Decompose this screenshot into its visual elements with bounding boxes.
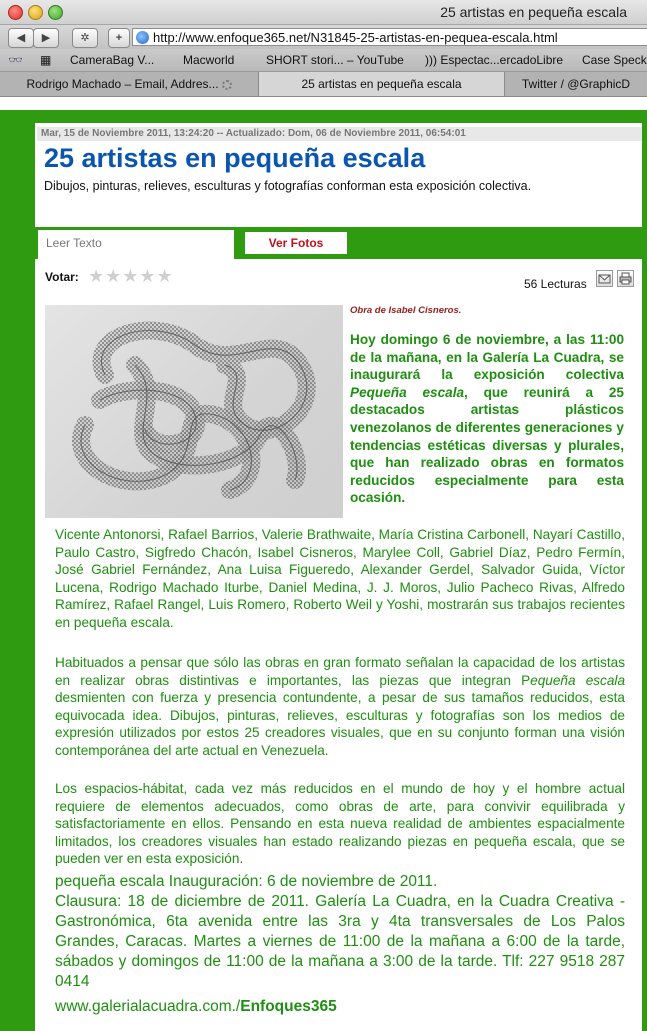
page-subtitle: Dibujos, pinturas, relieves, esculturas y fotografías conforman esta exposición colectiva. (44, 179, 532, 193)
gallery-link[interactable] (55, 997, 625, 1017)
image-caption: Obra de Isabel Cisneros. (350, 305, 462, 316)
tab-label: 25 artistas en pequeña escala (301, 77, 462, 91)
para2-text-a: Habituados a pensar que sólo las obras en gran formato señalan la capacidad de los artistas en realizar obras distintivas e importantes, las piezas que integran P (55, 655, 625, 688)
print-icon[interactable] (617, 270, 634, 287)
para2-text-b: desmienten con fuerza y presencia contundente, a pesar de sus tamaños reducidos, esta equivocada idea. Dibujos, pinturas, relieves, esculturas y fotografías son los medios de expresión utilizados por estos 25 creadores visuales, que en su conjunto forman una visión contemporánea del arte actual en Venezuela. (55, 690, 625, 758)
lead-text-a: Hoy domingo 6 de noviembre, a las 11:00 de la mañana, en la Galería La Cuadra, se inaugurará la exposición colectiva (350, 332, 624, 383)
lead-emphasis: Pequeña escala (350, 384, 465, 400)
back-button[interactable]: ◀ (8, 28, 34, 48)
email-icon[interactable] (596, 270, 613, 287)
forward-button[interactable]: ▶ (33, 28, 59, 48)
url-text: http://www.enfoque365.net/N31845-25-artistas-en-pequea-escala.html (153, 30, 558, 45)
minimize-window-button[interactable] (28, 5, 43, 20)
apps-grid-icon[interactable]: ▦ (40, 53, 52, 67)
bookmark-camerabag[interactable]: CameraBag V... (70, 53, 155, 67)
artists-paragraph: Vicente Antonorsi, Rafael Barrios, Valerie Brathwaite, María Cristina Carbonell, Nayarí Castillo, Paulo Castro, Sigfredo Chacón, Isabel Cisneros, Marylee Coll, Gabriel Díaz, Pedro Fermín, José Gabriel Fernández, Ana Luisa Figueredo, Alexander Gerdel, Salvador Guida, Víctor Lucena, Rodrigo Machado Iturbe, Daniel Medina, J. J. Moros, Julio Pacheco Rivas, Alfredo Ramírez, Rafael Rangel, Luis Romero, Roberto Weil y Yoshi, mostrarán sus trabajos recientes en pequeña escala. (55, 527, 625, 630)
tab-label: Rodrigo Machado – Email, Addres... (26, 77, 219, 91)
window-title: 25 artistas en pequeña escala (440, 4, 627, 20)
lead-text-b: , que reunirá a 25 destacados artistas plásticos venezolanos de diferentes generaciones y tendencias estéticas diversas y plurales, que han realizado obras en formatos reducidos especialmente para esta ocasión. (350, 384, 624, 506)
url-field[interactable] (132, 28, 647, 46)
tab-ver-fotos[interactable]: Ver Fotos (245, 232, 347, 254)
right-green-border (642, 123, 647, 1031)
add-bookmark-button[interactable]: + (108, 28, 130, 48)
bookmark-mercadolibre[interactable]: ))) Espectac...ercadoLibre (425, 53, 564, 67)
enfoques-brand: Enfoques365 (240, 998, 337, 1015)
inauguration-info: pequeña escala Inauguración: 6 de noviembre de 2011. (55, 873, 438, 890)
browser-toolbar (0, 25, 647, 49)
gallery-url[interactable]: www.galerialacuadra.com./ (55, 998, 241, 1015)
bookmark-case-speck[interactable]: Case Speck (582, 53, 647, 67)
left-green-border (0, 123, 35, 1031)
bookmarks-bar (0, 49, 647, 72)
bookmark-youtube[interactable]: SHORT stori... – YouTube (266, 53, 404, 67)
paragraph-format (55, 654, 625, 760)
bookmark-macworld[interactable]: Macworld (183, 53, 235, 67)
dateline: Mar, 15 de Noviembre 2011, 13:24:20 -- Actualizado: Dom, 06 de Noviembre 2011, 06:54:01 (37, 127, 642, 141)
tab-leer-texto[interactable]: Leer Texto (38, 230, 234, 259)
closing-info: Clausura: 18 de diciembre de 2011. Galería La Cuadra, en la Cuadra Creativa - Gastronómica, 6ta avenida entre las 3ra y 4ta transversales de Los Palos Grandes, Caracas. Martes a viernes de 11:00 de la mañana a 6:00 de la tarde, sábados y domingos de 11:00 de la mañana a 3:00 de la tarde. Tlf: 227 9518 287 0414 (55, 893, 625, 990)
tab-rodrigo-machado[interactable] (0, 72, 259, 96)
reading-glasses-icon[interactable]: 👓 (8, 53, 23, 67)
window-titlebar (0, 0, 647, 25)
vote-label: Votar: (45, 270, 79, 284)
para2-emphasis: equeña escala (530, 672, 625, 688)
page-top-bar (0, 97, 647, 123)
artwork-image (45, 305, 343, 518)
page-title: 25 artistas en pequeña escala (44, 143, 426, 173)
reads-count: 56 Lecturas (524, 277, 587, 291)
close-window-button[interactable] (8, 5, 23, 20)
tab-label: Twitter / @GraphicD (521, 77, 631, 91)
zoom-window-button[interactable] (48, 5, 63, 20)
tab-25-artistas[interactable] (259, 72, 505, 96)
globe-icon (136, 31, 149, 44)
article-lead (350, 331, 624, 507)
pinwheel-icon[interactable]: ✲ (72, 28, 98, 48)
tab-twitter[interactable] (505, 72, 647, 96)
loading-spinner-icon (222, 80, 232, 90)
green-band (0, 110, 647, 123)
paragraph-habitat: Los espacios-hábitat, cada vez más reducidos en el mundo de hoy y el hombre actual requiere de elementos adecuados, como obras de arte, para convivir equilibrada y satisfactoriamente en ellos. Pensando en esta nueva realidad de ambientes espacialmente limitados, los creadores visuales han estado realizando piezas en pequeña escala, que se pueden ver en esta exposición. (55, 781, 625, 867)
tab-bar (0, 72, 647, 97)
star-rating[interactable]: ★★★★★ (88, 266, 174, 286)
